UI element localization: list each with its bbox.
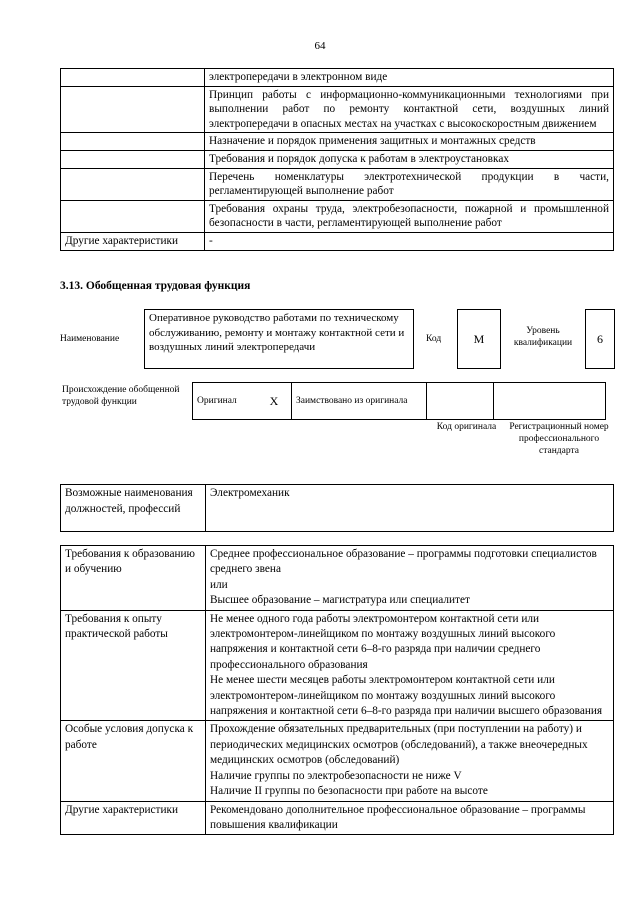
function-name: Оперативное руководство работами по техническому обслуживанию, ремонту и монтажу контактной сети и воздушных линий электропередачи [144,309,414,369]
requirement-line: Высшее образование – магистратура или специалитет [210,594,470,607]
table-row [61,801,614,835]
requirement-value [206,610,614,721]
table-cell-label [61,150,205,168]
borrowed-label: Заимствовано из оригинала [292,383,427,420]
requirements-table [60,545,614,835]
qualification-level: 6 [585,309,615,369]
positions-label: Возможные наименования должностей, профессий [61,485,206,532]
table-cell-label: Другие характеристики [61,232,205,250]
function-code: M [457,309,501,369]
requirement-line: Наличие II группы по безопасности при работе на высоте [210,785,488,798]
table-row [61,69,614,87]
requirement-line: или [210,578,228,591]
code-original-label: Код оригинала [436,422,497,432]
table-cell-value: Требования охраны труда, электробезопасности, пожарной и промышленной безопасности в части, регламентирующей выполнение работ [205,200,614,232]
table-cell-value: Назначение и порядок применения защитных и монтажных средств [205,133,614,151]
requirement-label: Требования к опыту практической работы [61,610,206,721]
code-original-cell [427,383,494,420]
name-label: Наименование [60,334,120,344]
origin-label: Происхождение обобщенной трудовой функции [62,385,180,407]
table-row [61,86,614,133]
code-label: Код [426,334,442,344]
requirement-line: Среднее профессиональное образование – программы подготовки специалистов среднего звена [210,548,597,576]
table-row [61,721,614,801]
section-title: 3.13. Обобщенная трудовая функция [60,280,251,292]
requirement-value [206,721,614,801]
requirement-line: Не менее одного года работы электромонтером контактной сети или электромонтером-линейщиком по монтажу воздушных линий высокого напряжения и контактной сети 6–8-го разряда при наличии среднего профессионального образования [210,612,556,671]
positions-table [60,484,614,532]
table-row [61,485,614,532]
level-label: Уровень квалификации [513,326,573,348]
table-cell-value: электропередачи в электронном виде [205,69,614,87]
positions-value: Электромеханик [206,485,614,532]
table-cell-label [61,200,205,232]
table-row [61,610,614,721]
requirement-value [206,801,614,835]
table-cell-value: Перечень номенклатуры электротехнической продукции в части, регламентирующей выполнение работ [205,168,614,200]
requirement-line: Рекомендовано дополнительное профессиональное образование – программы повышения квалификации [210,803,586,831]
table-cell-label [61,133,205,151]
page-number: 64 [314,40,326,52]
requirement-label: Требования к образованию и обучению [61,546,206,611]
table-cell-value: Принцип работы с информационно-коммуникационными технологиями при выполнении работ по ремонту контактной сети, воздушных линий электропередачи в опасных местах на участках с высокоскоростным движением [205,86,614,133]
requirement-line: Наличие группы по электробезопасности не ниже V [210,769,462,782]
table-row [61,200,614,232]
origin-table [192,382,606,420]
table-row [61,168,614,200]
knowledge-table [60,68,614,251]
requirement-label: Особые условия допуска к работе [61,721,206,801]
requirement-line: Прохождение обязательных предварительных (при поступлении на работу) и периодических медицинских осмотров (обследований), а также внеочередных медицинских осмотров (обследований) [210,723,588,767]
table-cell-value: - [205,232,614,250]
table-cell-label [61,86,205,133]
reg-number-cell [494,383,606,420]
requirement-value [206,546,614,611]
table-cell-label [61,168,205,200]
requirement-label: Другие характеристики [61,801,206,835]
original-label: Оригинал [193,383,258,420]
table-row [61,232,614,250]
table-cell-value: Требования и порядок допуска к работам в электроустановках [205,150,614,168]
table-row [61,546,614,611]
requirement-line: Не менее шести месяцев работы электромонтером контактной сети или электромонтером-линейщиком по монтажу воздушных линий высокого напряжения и контактной сети 6–8-го разряда при наличии высшего образования [210,674,603,718]
original-mark: X [257,383,292,420]
reg-number-label: Регистрационный номер профессионального стандарта [509,422,609,456]
table-row [61,150,614,168]
table-cell-label [61,69,205,87]
table-row [61,133,614,151]
